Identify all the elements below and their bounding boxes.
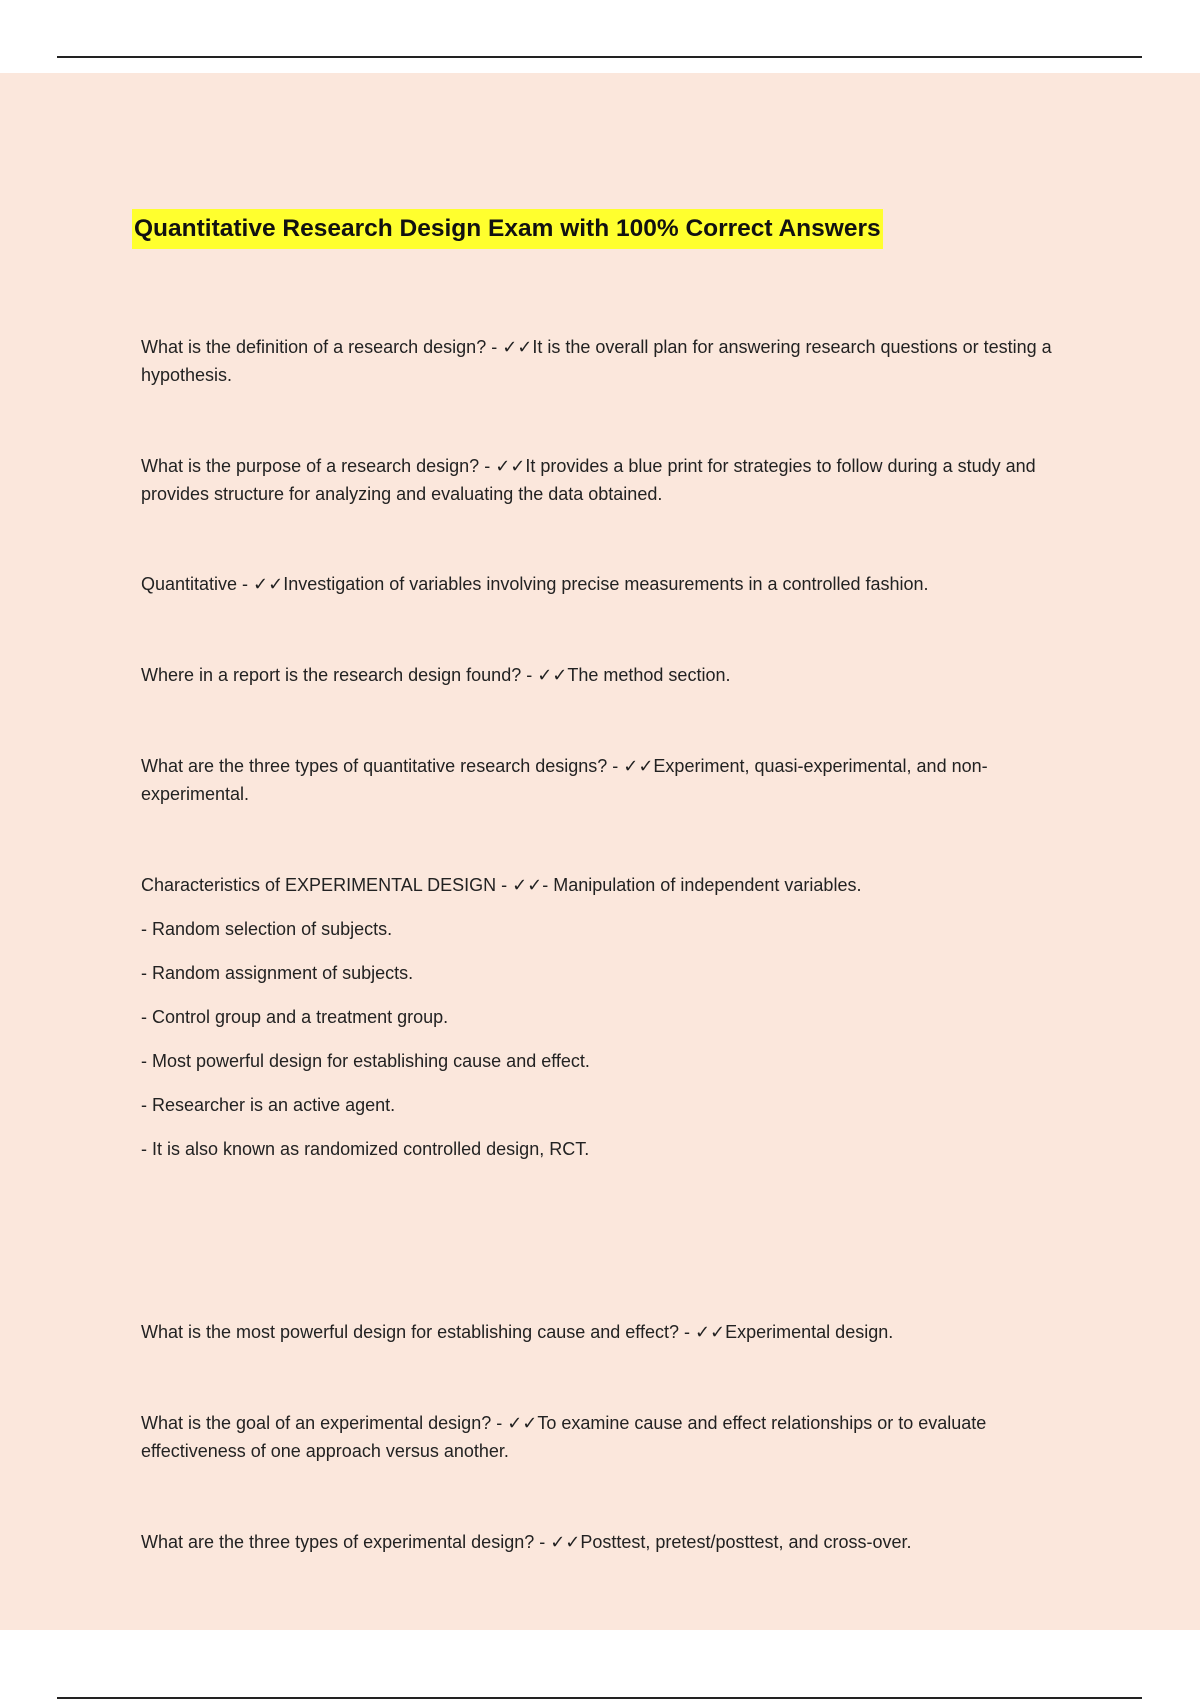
- characteristics-heading: Characteristics of EXPERIMENTAL DESIGN - ✓✓- Manipulation of independent variables.: [141, 875, 862, 895]
- qa-item-design-location: Where in a report is the research design found? - ✓✓The method section.: [141, 665, 731, 685]
- qa-item-research-design-purpose: What is the purpose of a research design? - ✓✓It provides a blue print for strategies to follow during a study and provides structure for analyzing and evaluating the data obtained.: [141, 456, 1036, 504]
- bottom-rule: [57, 1697, 1142, 1699]
- document-page: [0, 73, 1200, 1630]
- top-rule: [57, 56, 1142, 58]
- characteristic-bullet: - It is also known as randomized controlled design, RCT.: [141, 1139, 590, 1159]
- characteristic-bullet: - Most powerful design for establishing cause and effect.: [141, 1051, 590, 1071]
- qa-item-three-experimental-designs: What are the three types of experimental design? - ✓✓Posttest, pretest/posttest, and cross-over.: [141, 1532, 912, 1552]
- characteristic-bullet: - Random assignment of subjects.: [141, 963, 414, 983]
- qa-item-experimental-characteristics: [141, 871, 1071, 1163]
- document-title: Quantitative Research Design Exam with 100% Correct Answers: [132, 209, 883, 249]
- title-block: [132, 209, 883, 249]
- characteristic-bullet: - Researcher is an active agent.: [141, 1095, 396, 1115]
- qa-item-three-quantitative-designs: What are the three types of quantitative research designs? - ✓✓Experiment, quasi-experimental, and non-experimental.: [141, 756, 988, 804]
- characteristic-bullet: - Control group and a treatment group.: [141, 1007, 449, 1027]
- qa-item-experimental-goal: What is the goal of an experimental design? - ✓✓To examine cause and effect relationships or to evaluate effectiveness of one approach versus another.: [141, 1413, 987, 1461]
- qa-item-most-powerful-design: What is the most powerful design for establishing cause and effect? - ✓✓Experimental design.: [141, 1322, 894, 1342]
- qa-item-research-design-definition: What is the definition of a research design? - ✓✓It is the overall plan for answering research questions or testing a hypothesis.: [141, 337, 1052, 385]
- qa-item-quantitative: Quantitative - ✓✓Investigation of variables involving precise measurements in a controlled fashion.: [141, 574, 929, 594]
- characteristic-bullet: - Random selection of subjects.: [141, 919, 393, 939]
